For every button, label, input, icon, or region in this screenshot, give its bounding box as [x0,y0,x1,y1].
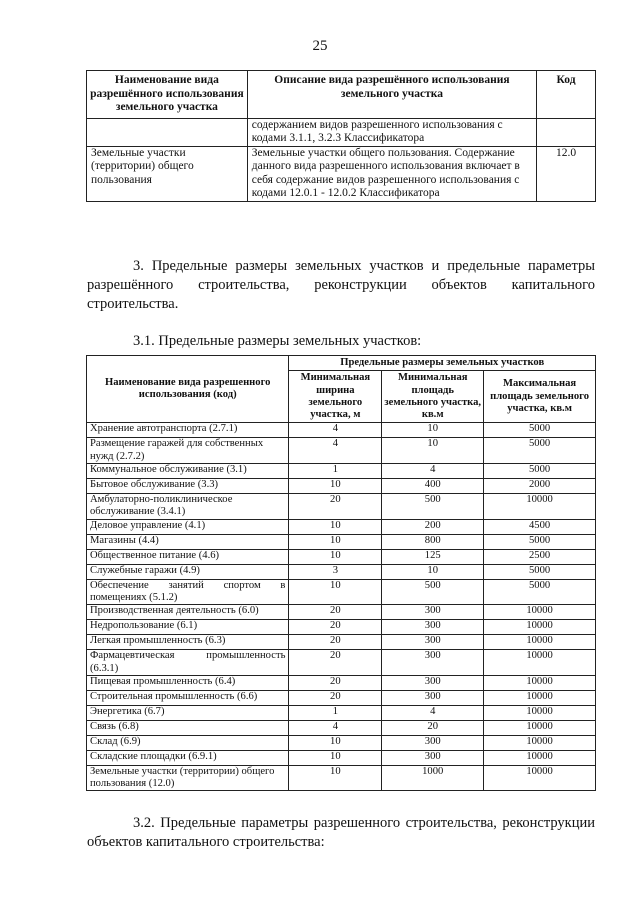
use-type-cell: Производственная деятельность (6.0) [87,605,289,620]
table-row [87,118,596,146]
min-width-cell: 20 [289,635,382,650]
max-area-cell: 10000 [484,750,596,765]
table-row [87,494,596,520]
max-area-cell: 5000 [484,579,596,605]
header-min-area: Минимальная площадь земельного участка, кв.м [382,371,484,423]
min-width-cell: 4 [289,423,382,438]
table-row [87,519,596,534]
code-cell [537,118,596,146]
min-area-cell: 300 [382,735,484,750]
min-area-cell: 400 [382,479,484,494]
max-area-cell: 10000 [484,705,596,720]
use-type-cell: Амбулаторно-поликлиническое обслуживание (3.4.1) [87,494,289,520]
min-area-cell: 4 [382,705,484,720]
max-area-cell: 10000 [484,675,596,690]
max-area-cell: 2000 [484,479,596,494]
table-row [87,750,596,765]
min-width-cell: 10 [289,519,382,534]
table-row [87,620,596,635]
min-area-cell: 10 [382,564,484,579]
max-area-cell: 10000 [484,765,596,791]
use-type-cell: Земельные участки (территории) общего пользования (12.0) [87,765,289,791]
min-width-cell: 20 [289,605,382,620]
section-3-2-text: 3.2. Предельные параметры разрешенного строительства, реконструкции объектов капитального строительства: [87,815,595,850]
min-width-cell: 10 [289,750,382,765]
min-width-cell: 10 [289,765,382,791]
min-width-cell: 20 [289,494,382,520]
table-row [87,690,596,705]
table-row [87,423,596,438]
use-description-cell: Земельные участки общего пользования. Содержание данного вида разрешенного использования включает в себя содержание видов разрешенного использования с кодами 12.0.1 - 12.0.2 Классификатора [247,146,536,201]
code-cell: 12.0 [537,146,596,201]
table-row [87,635,596,650]
min-width-cell: 20 [289,650,382,676]
use-name-cell [87,118,248,146]
max-area-cell: 10000 [484,690,596,705]
min-area-cell: 1000 [382,765,484,791]
min-area-cell: 300 [382,750,484,765]
min-area-cell: 20 [382,720,484,735]
min-width-cell: 3 [289,564,382,579]
max-area-cell: 5000 [484,534,596,549]
use-type-cell: Склад (6.9) [87,735,289,750]
min-area-cell: 500 [382,494,484,520]
permitted-use-table [86,70,596,202]
table-row [87,675,596,690]
table-row [87,765,596,791]
use-type-cell: Коммунальное обслуживание (3.1) [87,464,289,479]
min-area-cell: 10 [382,438,484,464]
min-width-cell: 4 [289,720,382,735]
max-area-cell: 5000 [484,423,596,438]
min-area-cell: 300 [382,675,484,690]
min-area-cell: 200 [382,519,484,534]
use-type-cell: Хранение автотранспорта (2.7.1) [87,423,289,438]
table-row [87,146,596,201]
use-type-cell: Деловое управление (4.1) [87,519,289,534]
max-area-cell: 10000 [484,720,596,735]
header-plot-size-group: Предельные размеры земельных участков [289,356,596,371]
use-type-cell: Энергетика (6.7) [87,705,289,720]
use-type-cell: Бытовое обслуживание (3.3) [87,479,289,494]
table-row [87,438,596,464]
use-type-cell: Складские площадки (6.9.1) [87,750,289,765]
max-area-cell: 4500 [484,519,596,534]
use-type-cell: Общественное питание (4.6) [87,549,289,564]
table-row [87,605,596,620]
max-area-cell: 5000 [484,564,596,579]
min-width-cell: 4 [289,438,382,464]
table-row [87,549,596,564]
use-type-cell: Размещение гаражей для собственных нужд (2.7.2) [87,438,289,464]
min-width-cell: 10 [289,579,382,605]
min-area-cell: 10 [382,423,484,438]
use-name-cell: Земельные участки (территории) общего пользования [87,146,248,201]
min-width-cell: 20 [289,675,382,690]
table-row [87,479,596,494]
section-3-1-heading: 3.1. Предельные размеры земельных участков: [133,333,422,349]
min-area-cell: 300 [382,690,484,705]
min-width-cell: 10 [289,735,382,750]
max-area-cell: 10000 [484,620,596,635]
header-use-description: Описание вида разрешённого использования земельного участка [247,71,536,119]
max-area-cell: 10000 [484,605,596,620]
use-description-cell: содержанием видов разрешенного использования с кодами 3.1.1, 3.2.3 Классификатора [247,118,536,146]
min-area-cell: 4 [382,464,484,479]
plot-size-table [86,355,596,791]
min-area-cell: 125 [382,549,484,564]
max-area-cell: 10000 [484,494,596,520]
use-type-cell: Фармацевтическая промышленность (6.3.1) [87,650,289,676]
max-area-cell: 10000 [484,650,596,676]
min-width-cell: 10 [289,549,382,564]
min-width-cell: 10 [289,479,382,494]
min-area-cell: 500 [382,579,484,605]
min-width-cell: 20 [289,620,382,635]
header-max-area: Максимальная площадь земельного участка, кв.м [484,371,596,423]
table-row [87,464,596,479]
use-type-cell: Связь (6.8) [87,720,289,735]
min-width-cell: 1 [289,464,382,479]
min-width-cell: 20 [289,690,382,705]
min-area-cell: 300 [382,650,484,676]
section-3-text: 3. Предельные размеры земельных участков и предельные параметры разрешённого строительства, реконструкции объектов капитального строительства. [87,258,595,312]
max-area-cell: 10000 [484,735,596,750]
max-area-cell: 10000 [484,635,596,650]
header-use-type: Наименование вида разрешенного использования (код) [87,356,289,423]
use-type-cell: Недропользование (6.1) [87,620,289,635]
max-area-cell: 5000 [484,438,596,464]
max-area-cell: 2500 [484,549,596,564]
min-width-cell: 1 [289,705,382,720]
use-type-cell: Обеспечение занятий спортом в помещениях (5.1.2) [87,579,289,605]
min-area-cell: 300 [382,605,484,620]
header-use-name: Наименование вида разрешённого использования земельного участка [87,71,248,119]
use-type-cell: Строительная промышленность (6.6) [87,690,289,705]
min-width-cell: 10 [289,534,382,549]
table-row [87,705,596,720]
table-row [87,650,596,676]
min-area-cell: 300 [382,620,484,635]
table-row [87,534,596,549]
table-row [87,579,596,605]
page-number: 25 [312,38,328,54]
header-min-width: Минимальная ширина земельного участка, м [289,371,382,423]
min-area-cell: 300 [382,635,484,650]
use-type-cell: Легкая промышленность (6.3) [87,635,289,650]
use-type-cell: Магазины (4.4) [87,534,289,549]
use-type-cell: Пищевая промышленность (6.4) [87,675,289,690]
use-type-cell: Служебные гаражи (4.9) [87,564,289,579]
table-row [87,564,596,579]
table-row [87,735,596,750]
header-code: Код [537,71,596,119]
table-row [87,720,596,735]
min-area-cell: 800 [382,534,484,549]
max-area-cell: 5000 [484,464,596,479]
